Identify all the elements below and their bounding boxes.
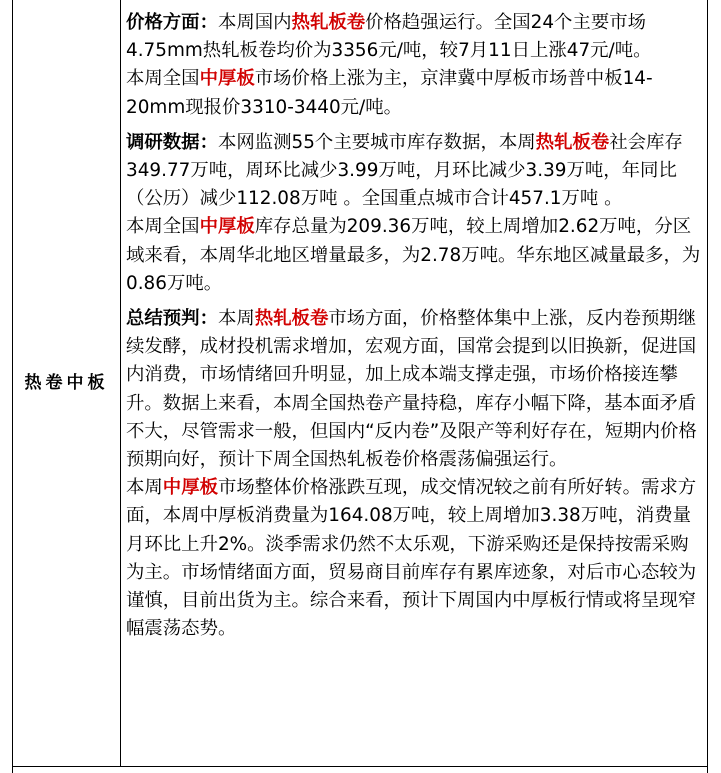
- paragraph: [126, 213, 703, 298]
- row-label: 热卷中板: [24, 372, 109, 393]
- next-row-strip: [12, 767, 708, 773]
- text-run: 本网监测55个主要城市库存数据，本周: [217, 131, 536, 153]
- report-table: [12, 0, 708, 767]
- emphasis-term: 热轧板卷: [254, 308, 329, 330]
- content-cell: [121, 0, 707, 766]
- emphasis-term: 热轧板卷: [291, 12, 366, 33]
- section-block: [126, 129, 703, 298]
- text-run: 本周全国: [126, 68, 200, 90]
- text-run: 市场方面，价格整体集中上涨，反内卷预期继续发酵，成材投机需求增加，宏观方面，国常会提到以旧换新，促进国内消费，市场情绪回升明显，加上成本端支撑走强，市场价格接连攀升。数据上来看，本周全国热卷产量持稳，库存小幅下降，基本面矛盾不大，尽管需求一般，但国内“反内卷”及限产等利好存在，短期内价格预期向好，预计下周全国热轧板卷价格震荡偏强运行。: [126, 308, 697, 471]
- text-run: 社会库存349.77万吨，周环比减少3.99万吨，月环比减少3.39万吨，年同比（公历）减少112.08万吨 。全国重点城市合计457.1万吨 。: [126, 131, 683, 210]
- paragraph: [126, 65, 703, 121]
- text-run: 市场价格上涨为主，京津冀中厚板市场普中板14-20mm现报价3310-3440元/吨。: [126, 68, 653, 118]
- text-run: 库存总量为209.36万吨，较上周增加2.62万吨，分区域来看，本周华北地区增量最多，为2.78万吨。华东地区减量最多，为0.86万吨。: [126, 216, 701, 294]
- emphasis-term: 热轧板卷: [535, 131, 610, 153]
- paragraph: [126, 474, 703, 643]
- section-heading: 调研数据：: [126, 131, 218, 153]
- emphasis-term: 中厚板: [162, 477, 218, 499]
- paragraph: [126, 305, 703, 474]
- text-run: 本周: [126, 477, 163, 499]
- text-run: 市场整体价格涨跌互现，成交情况较之前有所好转。需求方面，本周中厚板消费量为164.08万吨，较上周增加3.38万吨，消费量月环比上升2%。淡季需求仍然不太乐观，下游采购还是保持按需采购为主。市场情绪面方面，贸易商目前库存有累库迹象，对后市心态较为谨慎，目前出货为主。综合来看，预计下周国内中厚板行情或将呈现窄幅震荡态势。: [126, 477, 697, 640]
- text-run: 本周国内: [217, 12, 292, 33]
- section-heading: 总结预判：: [126, 308, 218, 330]
- text-run: 价格趋强运行。全国24个主要市场4.75mm热轧板卷均价为3356元/吨，较7月11日上涨47元/吨。: [126, 12, 652, 62]
- section-heading: 价格方面：: [126, 12, 218, 33]
- paragraph: [126, 129, 703, 214]
- paragraph: [126, 9, 703, 65]
- emphasis-term: 中厚板: [199, 68, 255, 90]
- text-run: 本周全国: [126, 216, 200, 238]
- text-run: 本周: [217, 308, 255, 330]
- emphasis-term: 中厚板: [199, 216, 255, 238]
- section-block: [126, 9, 703, 122]
- row-label-cell: [13, 0, 121, 766]
- section-block: [126, 305, 703, 643]
